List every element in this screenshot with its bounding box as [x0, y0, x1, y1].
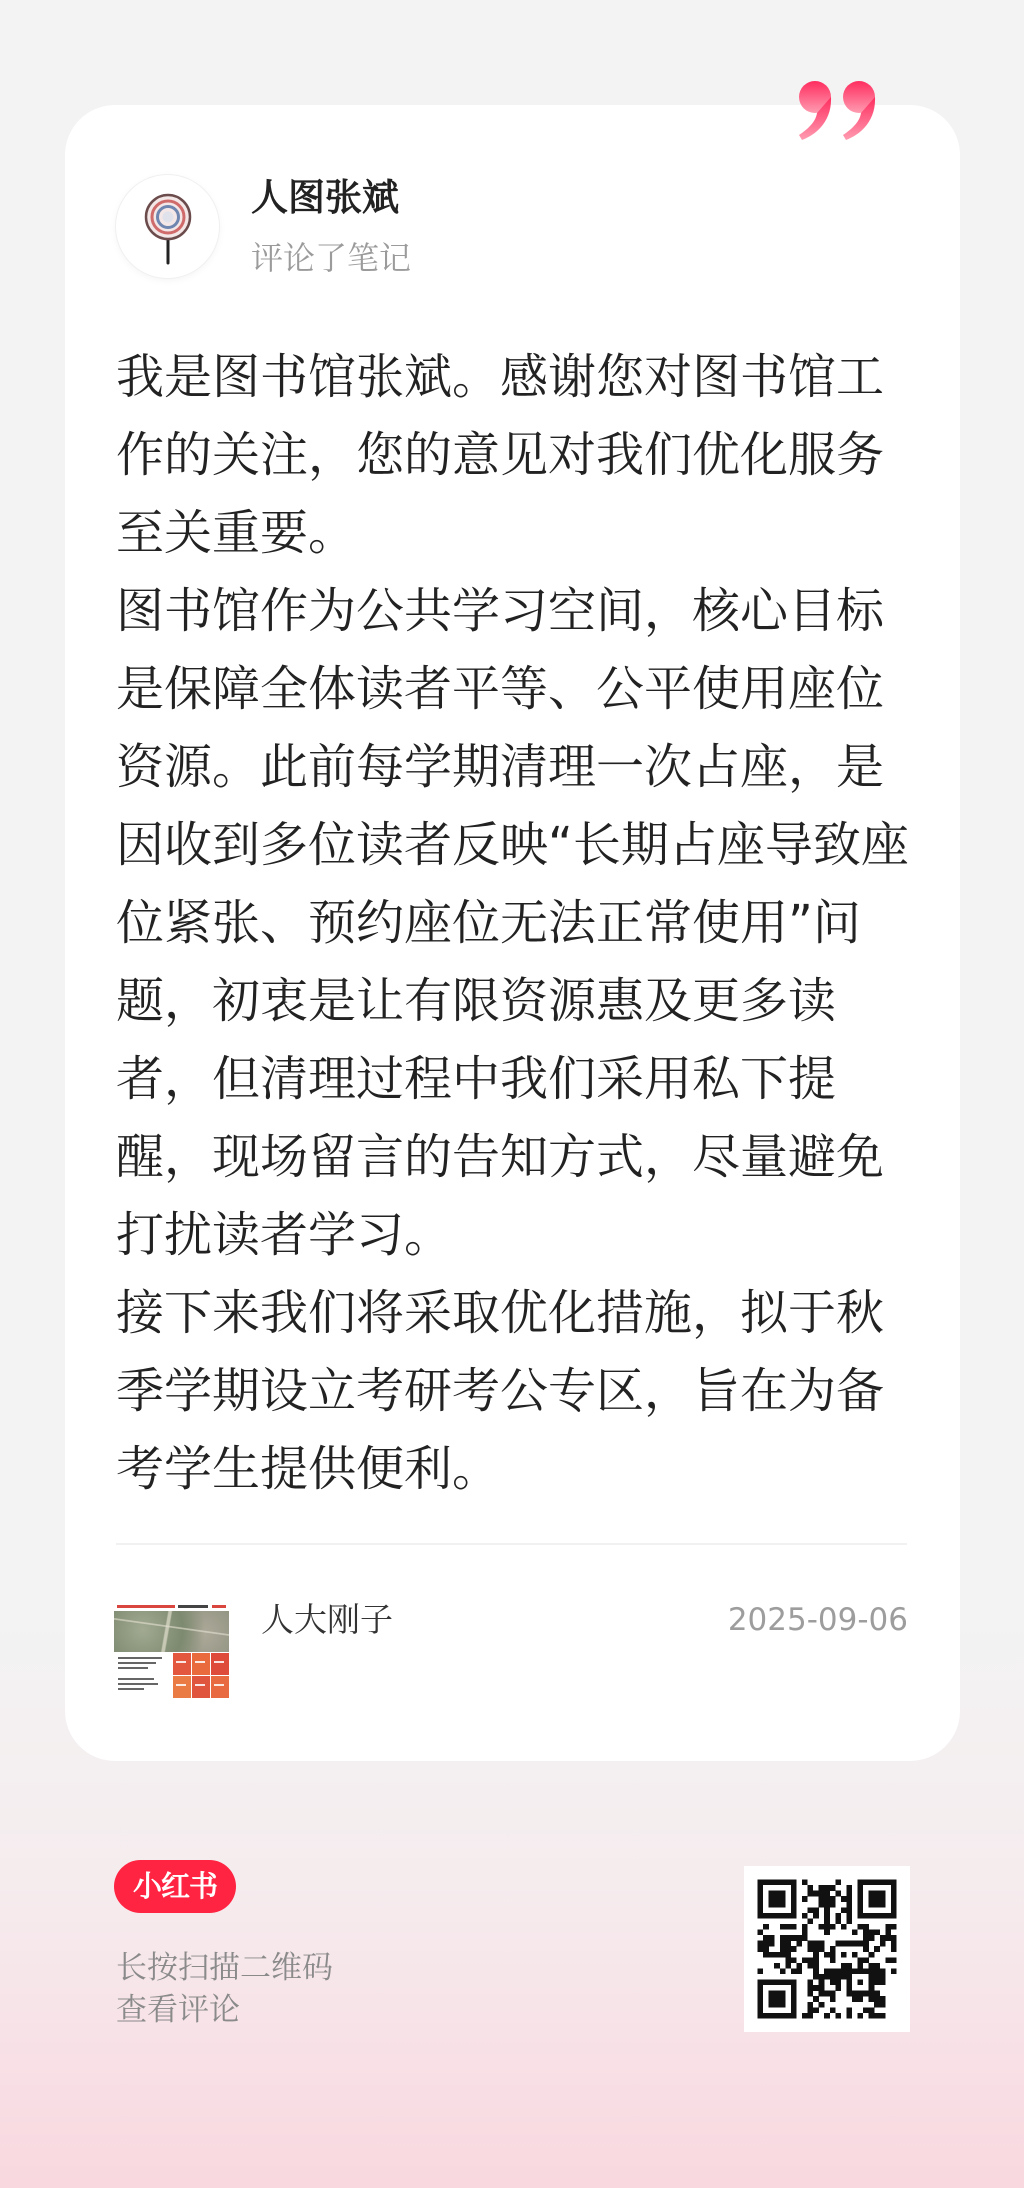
comment-text: [116, 338, 936, 1508]
comment-card: [65, 105, 960, 1761]
thumbnail-header: [114, 1602, 229, 1611]
commenter-name: 人图张斌: [251, 176, 399, 219]
comment-line: 者，但清理过程中我们采用私下提: [116, 1051, 837, 1107]
comment-line: 打扰读者学习。: [116, 1207, 453, 1263]
thumbnail-panels: [114, 1652, 229, 1698]
comment-line: 位紧张、预约座位无法正常使用”问: [116, 895, 861, 951]
comment-line: 醒，现场留言的告知方式，尽量避免: [116, 1129, 885, 1185]
comment-line: 图书馆作为公共学习空间，核心目标: [116, 583, 885, 639]
lollipop-icon: [116, 175, 219, 278]
comment-line: 资源。此前每学期清理一次占座，是: [116, 739, 885, 795]
comment-line: 我是图书馆张斌。感谢您对图书馆工: [116, 349, 885, 405]
quote-icon: [795, 80, 877, 140]
scan-hint: 长按扫描二维码: [116, 1950, 333, 1986]
thumbnail-satellite-map: [114, 1611, 229, 1652]
comment-line: 考学生提供便利。: [116, 1441, 501, 1497]
xiaohongshu-logo: 小红书: [114, 1860, 236, 1913]
comment-line: 季学期设立考研考公专区，旨在为备: [116, 1363, 885, 1419]
note-thumbnail: [114, 1602, 229, 1698]
view-comment-hint: 查看评论: [116, 1992, 240, 2028]
qr-code[interactable]: [744, 1866, 910, 2032]
comment-line: 是保障全体读者平等、公平使用座位: [116, 661, 885, 717]
comment-action-label: 评论了笔记: [251, 239, 412, 277]
note-date: 2025-09-06: [727, 1602, 908, 1638]
divider: [116, 1543, 907, 1545]
note-author-name: 人大刚子: [261, 1600, 393, 1639]
comment-line: 因收到多位读者反映“长期占座导致座: [116, 817, 909, 873]
comment-line: 作的关注，您的意见对我们优化服务: [116, 427, 885, 483]
avatar: [116, 175, 219, 278]
comment-line: 题，初衷是让有限资源惠及更多读: [116, 973, 837, 1029]
comment-line: 接下来我们将采取优化措施，拟于秋: [116, 1285, 885, 1341]
qr-code-pattern: [752, 1874, 902, 2024]
comment-line: 至关重要。: [116, 505, 357, 561]
